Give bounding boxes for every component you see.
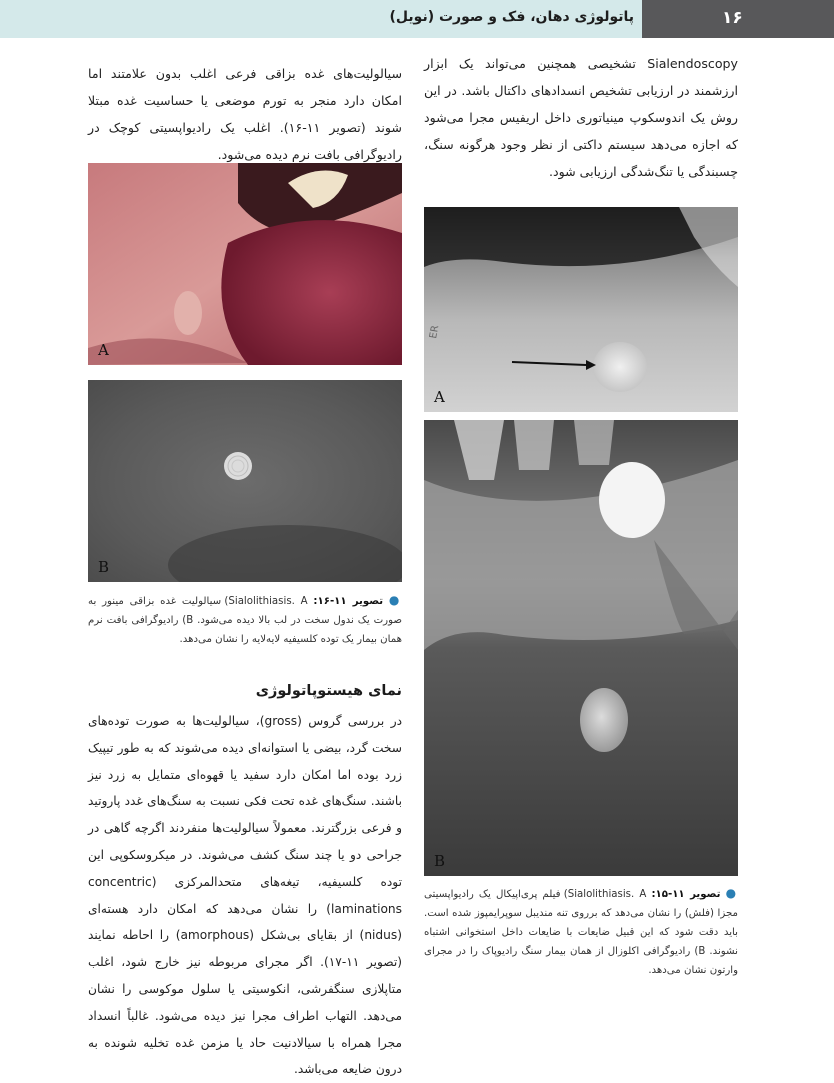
left-top-paragraph: سیالولیت‌های غده بزاقی فرعی اغلب بدون علامتند اما امکان دارد منجر به تورم موضعی یا حساسیت غده مبتلا شوند (تصویر ۱۱-۱۶). اغلب یک رادیواپسیتی کوچک در رادیوگرافی بافت نرم دیده می‌شود.	[88, 66, 402, 162]
section-heading: نمای هیستوپاتولوژی	[255, 683, 402, 699]
histopathology-paragraph: در بررسی گروس (gross)، سیالولیت‌ها به صورت توده‌های سخت گرد، بیضی یا استوانه‌ای دیده می‌شوند که به طور تیپیک زرد بوده اما امکان دارد سفید یا قهوه‌ای متمایل به زرد نیز باشند. سنگ‌های غده تحت فکی نسبت به سنگ‌های غدد پاروتید و فرعی بزرگترند. معمولاً سیالولیت‌ها منفردند اگرچه گاهی در جراحی دو یا چند سنگ کشف می‌شوند. در میکروسکوپی این توده کلسیفیه، تیغه‌های متحدالمرکزی (concentric laminations) را نشان می‌دهد که امکان دارد هسته‌ای (nidus) از بقایای بی‌شکل (amorphous) را احاطه نمایند (تصویر ۱۱-۱۷). اگر مجرای مربوطه نیز خارج شود، اغلب متاپلازی سنگفرشی، انکوسیتی یا سلول موکوسی را نشان می‌دهد. التهاب اطراف مجرا نیز دیده می‌شود. غالباً انسداد مجرا همراه با سیالادنیت حاد یا مزمن غده تخلیه شونده به درون ضایعه می‌باشد.	[88, 714, 403, 1077]
periapical-radiograph-image	[424, 207, 738, 412]
panel-label-b: B	[434, 852, 446, 870]
intro-paragraph: Sialendoscopy تشخیصی همچنین می‌تواند یک ابزار ارزشمند در ارزیابی تشخیص انسدادهای داکتال باشد. در این روش یک اندوسکوپ مینیاتوری داخل اریفیس مجرا می‌شود که اجازه می‌دهد سیستم داکتی از نظر وجود هرگونه سنگ، چسبندگی یا تنگ‌شدگی ارزیابی شود.	[424, 56, 738, 179]
clinical-photo-lip-image	[88, 163, 402, 365]
caption-label: تصویر ۱۱-۱۶:	[313, 596, 384, 607]
panel-label-a: A	[434, 388, 445, 406]
figure-16-panel-a	[88, 163, 402, 365]
figure-15-panel-a	[424, 207, 738, 412]
bullet-icon: ●	[725, 886, 738, 900]
soft-tissue-radiograph-image	[88, 380, 402, 582]
occlusal-radiograph-image	[424, 420, 738, 876]
figure-15-panel-b	[424, 420, 738, 876]
running-title: پاتولوژی دهان، فک و صورت (نویل)	[389, 9, 634, 25]
panel-label-b: B	[98, 558, 110, 576]
caption-text: Sialolithiasis. A) فیلم پری‌اپیکال یک رادیواپسیتی مجزا (فلش) را نشان می‌دهد که برروی تنه مندیبل سوپرایمپوز شده است. باید دقت شود که این قبیل ضایعات با ضایعات داخل استخوانی اشتباه نشوند. B) رادیوگرافی اکلوزال از همان بیمار سنگ رادیوپاک را در مجرای وارتون نشان می‌دهد.	[424, 889, 738, 976]
svg-text:ER: ER	[428, 324, 442, 340]
figure-15-caption	[424, 884, 738, 980]
page-number: ۱۶	[722, 8, 743, 28]
page-header	[0, 0, 834, 38]
sialolith-opacity	[580, 688, 628, 752]
sialolith-opacity	[593, 342, 647, 392]
caption-text: Sialolithiasis. A) سیالولیت غده بزاقی مینور به صورت یک ندول سخت در لب بالا دیده می‌شود. B) رادیوگرافی بافت نرم همان بیمار یک توده کلسیفیه لایه‌لایه را نشان می‌دهد.	[88, 596, 402, 645]
caption-label: تصویر ۱۱-۱۵:	[651, 889, 721, 900]
bullet-icon: ●	[388, 593, 402, 607]
panel-label-a: A	[98, 341, 109, 359]
figure-16-panel-b	[88, 380, 402, 582]
figure-16-caption	[88, 591, 402, 649]
